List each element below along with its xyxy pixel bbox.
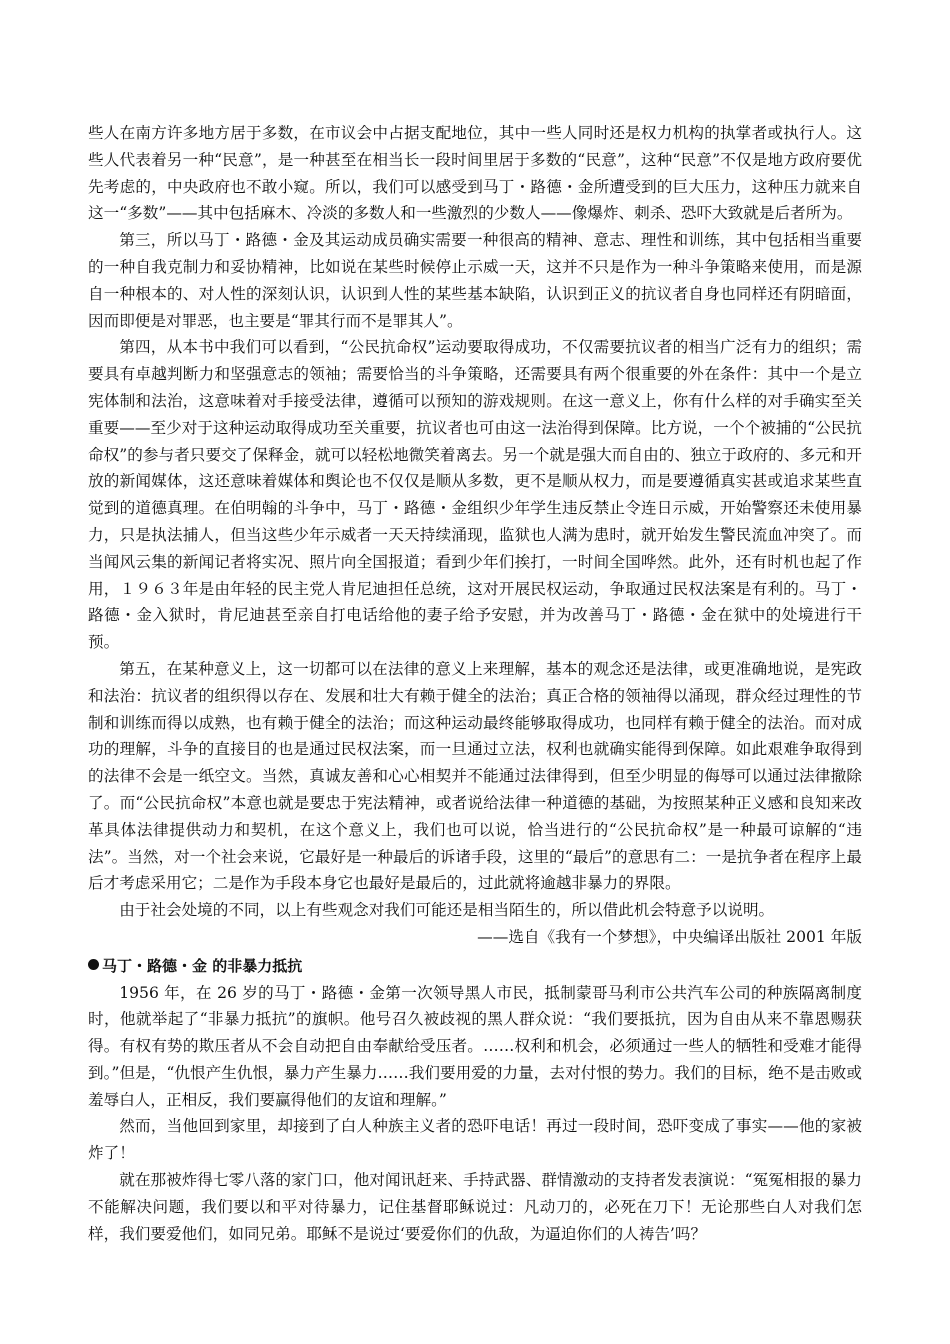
section-paragraph: 1956 年，在 26 岁的马丁・路德・金第一次领导黑人市民，抵制蒙哥马利市公共汽车公司的种族隔离制度时，他就举起了“非暴力抵抗”的旗帜。他号召久被歧视的黑人群众说：“我们要抵抗，因为自由从来不靠恩赐获得。有权有势的欺压者从不会自动把自由奉献给受压者。……权利和机会，必须通过一些人的牺牲和受难才能得到。”但是，“仇恨产生仇恨，暴力产生暴力……我们要用爱的力量，去对付恨的势力。我们的目标，绝不是击败或羞辱白人，正相反，我们要赢得他们的友谊和理解。” <box>88 983 862 1109</box>
section-paragraph: 就在那被炸得七零八落的家门口，他对闻讯赶来、手持武器、群情激动的支持者发表演说：“冤冤相报的暴力不能解决问题，我们要以和平对待暴力，记住基督耶稣说过：凡动刀的，必死在刀下！无论那些白人对我们怎样，我们要爱他们，如同兄弟。耶稣不是说过‘要爱你们的仇敌，为逼迫你们的人祷告’吗？ <box>88 1171 862 1243</box>
paragraph-third-point: 第三，所以马丁・路德・金及其运动成员确实需要一种很高的精神、意志、理性和训练，其中包括相当重要的一种自我克制力和妥协精神，比如说在某些时候停止示威一天，这并不只是作为一种斗争策略来使用，而是源自一种根本的、对人性的深刻认识，认识到人性的某些基本缺陷，认识到正义的抗议者自身也同样还有阴暗面，因而即便是对罪恶，也主要是“罪其行而不是罪其人”。 <box>88 231 862 330</box>
document-page <box>88 120 862 1247</box>
section-paragraph: 然而，当他回到家里，却接到了白人种族主义者的恐吓电话！再过一段时间，恐吓变成了事实——他的家被炸了！ <box>88 1117 862 1163</box>
section-title: 马丁・路德・金 的非暴力抵抗 <box>102 956 303 975</box>
paragraph-closing-note: 由于社会处境的不同，以上有些观念对我们可能还是相当陌生的，所以借此机会特意予以说明。 <box>119 901 775 920</box>
paragraph-continued: 些人在南方许多地方居于多数，在市议会中占据支配地位，其中一些人同时还是权力机构的执掌者或执行人。这些人代表着另一种“民意”，是一种甚至在相当长一段时间里居于多数的“民意”，这种“民意”不仅是地方政府要优先考虑的，中央政府也不敢小窥。所以，我们可以感受到马丁・路德・金所遭受到的巨大压力，这种压力就来自这一“多数”——其中包括麻木、冷淡的多数人和一些激烈的少数人——像爆炸、刺杀、恐吓大致就是后者所为。 <box>88 124 862 223</box>
source-citation: ——选自《我有一个梦想》，中央编译出版社 2001 年版 <box>477 927 862 946</box>
bullet-icon <box>88 959 99 970</box>
section-heading <box>88 953 862 980</box>
paragraph-fourth-point: 第四，从本书中我们可以看到，“公民抗命权”运动要取得成功，不仅需要抗议者的相当广泛有力的组织；需要具有卓越判断力和坚强意志的领袖；需要恰当的斗争策略，还需要具有两个很重要的外在条件：其中一个是立宪体制和法治，这意味着对手接受法律，遵循可以预知的游戏规则。在这一意义上，你有什么样的对手确实至关重要——至少对于这种运动取得成功至关重要，抗议者也可由这一法治得到保障。比方说，一个个被捕的“公民抗命权”的参与者只要交了保释金，就可以轻松地微笑着离去。另一个就是强大而自由的、独立于政府的、多元和开放的新闻媒体，这还意味着媒体和舆论也不仅仅是顺从多数，更不是顺从权力，而是要遵循真实甚或追求某些直觉到的道德真理。在伯明翰的斗争中，马丁・路德・金组织少年学生违反禁止令连日示威，开始警察还未使用暴力，只是执法捕人，但当这些少年示威者一天天持续涌现，监狱也人满为患时，就开始发生警民流血冲突了。而当闻风云集的新闻记者将实况、照片向全国报道；看到少年们挨打，一时间全国哗然。此外，还有时机也起了作用，１９６３年是由年轻的民主党人肯尼迪担任总统，这对开展民权运动，争取通过民权法案是有利的。马丁・路德・金入狱时，肯尼迪甚至亲自打电话给他的妻子给予安慰，并为改善马丁・路德・金在狱中的处境进行干预。 <box>88 338 862 652</box>
paragraph-fifth-point: 第五，在某种意义上，这一切都可以在法律的意义上来理解，基本的观念还是法律，或更准确地说，是宪政和法治：抗议者的组织得以存在、发展和壮大有赖于健全的法治；真正合格的领袖得以涌现，群众经过理性的节制和训练而得以成熟，也有赖于健全的法治；而这种运动最终能够取得成功，也同样有赖于健全的法治。而对成功的理解，斗争的直接目的也是通过民权法案，而一旦通过立法，权利也就确实能得到保障。如此艰难争取得到的法律不会是一纸空文。当然，真诚友善和心心相契并不能通过法律得到，但至少明显的侮辱可以通过法律撤除了。而“公民抗命权”本意也就是要忠于宪法精神，或者说给法律一种道德的基础，为按照某种正义感和良知来改革具体法律提供动力和契机，在这个意义上，我们也可以说，恰当进行的“公民抗命权”是一种最可谅解的“违法”。当然，对一个社会来说，它最好是一种最后的诉诸手段，这里的“最后”的意思有二：一是抗争者在程序上最后才考虑采用它；二是作为手段本身它也最好是最后的，过此就将逾越非暴力的界限。 <box>88 659 862 893</box>
